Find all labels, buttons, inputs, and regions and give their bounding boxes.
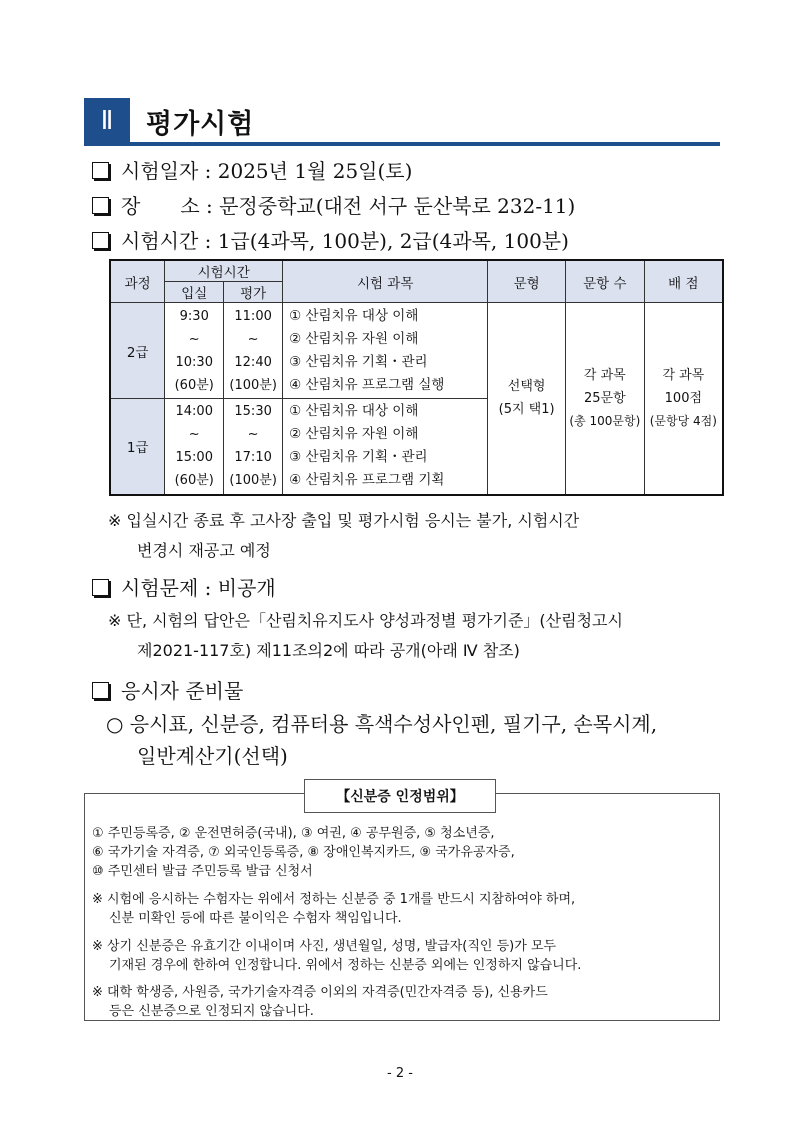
header-score: 배 점	[644, 260, 723, 303]
section-title: 평가시험	[146, 109, 255, 140]
page-number: - 2 -	[387, 1066, 413, 1081]
exam-time-cell	[224, 399, 283, 495]
exam-problem-value: 비공개	[217, 576, 276, 600]
exam-place-line	[92, 190, 575, 219]
id-note-line: ※ 상기 신분증은 유효기간 이내이며 사진, 생년월일, 성명, 발급자(직인 등)가 모두	[92, 939, 557, 954]
header-count: 문항 수	[565, 260, 644, 303]
exam-start: 11:00	[234, 308, 272, 324]
checkbox-bullet-icon	[92, 579, 109, 596]
note-entry-first: ※ 입실시간 종료 후 고사장 출입 및 평가시험 응시는 불가, 시험시간	[108, 511, 580, 530]
subject-item: ④ 산림치유 프로그램 기획	[289, 472, 445, 489]
checkbox-bullet-icon	[92, 197, 109, 214]
exam-date-value: 2025년 1월 25일(토)	[217, 159, 413, 183]
exam-time-value: 1급(4과목, 100분), 2급(4과목, 100분)	[217, 229, 569, 253]
prep-title-line	[92, 675, 243, 704]
exam-start: 15:30	[234, 404, 272, 420]
row-level: 1급	[110, 399, 165, 495]
exam-end: 17:10	[234, 450, 272, 466]
exam-time-line	[92, 225, 569, 254]
subject-item: ① 산림치유 대상 이해	[289, 307, 419, 324]
id-note-line: ※ 시험에 응시하는 수험자는 위에서 정하는 신분증 중 1개를 반드시 지참하여야 하며,	[92, 892, 576, 907]
row-level: 2급	[110, 303, 165, 399]
entry-end: 10:30	[175, 354, 213, 370]
subjects-cell	[283, 399, 488, 495]
checkbox-bullet-icon	[92, 232, 109, 249]
score-cell	[644, 303, 723, 495]
score-per-item: (문항당 4점)	[649, 413, 717, 428]
id-line: ⑥ 국가기술 자격증, ⑦ 외국인등록증, ⑧ 장애인복지카드, ⑨ 국가유공자증,	[92, 845, 515, 860]
entry-time-cell	[165, 399, 224, 495]
note-answer-first: ※ 단, 시험의 답안은「산림치유지도사 양성과정별 평가기준」(산림청고시	[108, 611, 623, 630]
exam-problem-label: 시험문제 :	[121, 576, 212, 600]
count-total: (총 100문항)	[569, 413, 641, 428]
subject-item: ② 산림치유 자원 이해	[289, 330, 419, 347]
entry-duration: (60분)	[174, 377, 214, 393]
table-row	[110, 303, 723, 399]
entry-start: 14:00	[175, 404, 213, 420]
header-level: 과정	[110, 260, 165, 303]
prep-title: 응시자 준비물	[121, 679, 244, 703]
note-entry-second: 변경시 재공고 예정	[137, 541, 271, 560]
exam-time-cell	[224, 303, 283, 399]
id-card-box-title: 【신분증 인정범위】	[304, 779, 496, 813]
entry-tilde: ~	[188, 427, 200, 443]
prep-item-first: ○ 응시표, 신분증, 컴퓨터용 흑색수성사인펜, 필기구, 손목시계,	[106, 712, 658, 736]
subject-item: ④ 산림치유 프로그램 실행	[289, 376, 445, 393]
header-time: 시험시간	[165, 260, 283, 282]
header-exam: 평가	[224, 282, 283, 303]
entry-tilde: ~	[188, 331, 200, 347]
entry-start: 9:30	[179, 308, 209, 324]
exam-date-label: 시험일자 :	[121, 159, 212, 183]
score-value: 100점	[664, 390, 703, 406]
subject-item: ③ 산림치유 기획・관리	[289, 449, 428, 466]
score-text: 각 과목	[662, 367, 705, 383]
exam-time-label: 시험시간 :	[121, 229, 212, 253]
exam-place-label: 장 소 :	[121, 194, 213, 218]
entry-duration: (60분)	[174, 473, 214, 489]
prep-item-second: 일반계산기(선택)	[137, 744, 288, 768]
subject-item: ② 산림치유 자원 이해	[289, 426, 419, 443]
count-cell	[565, 303, 644, 495]
count-value: 25문항	[583, 390, 626, 406]
exam-schedule-table	[109, 259, 724, 496]
id-line: ⑩ 주민센터 발급 주민등록 발급 신청서	[92, 864, 313, 879]
subject-item: ③ 산림치유 기획・관리	[289, 353, 428, 370]
exam-place-value: 문정중학교(대전 서구 둔산북로 232-11)	[219, 194, 576, 218]
id-note-line: ※ 대학 학생증, 사원증, 국가기술자격증 이외의 자격증(민간자격증 등), 신용카드	[92, 985, 548, 1000]
header-subjects: 시험 과목	[283, 260, 488, 303]
entry-end: 15:00	[175, 450, 213, 466]
entry-time-cell	[165, 303, 224, 399]
type-cell	[488, 303, 566, 495]
count-text: 각 과목	[583, 367, 626, 383]
header-type: 문형	[488, 260, 566, 303]
exam-duration: (100분)	[229, 473, 277, 489]
subject-item: ① 산림치유 대상 이해	[289, 403, 419, 420]
section-number: Ⅱ	[84, 98, 130, 144]
exam-tilde: ~	[247, 427, 259, 443]
checkbox-bullet-icon	[92, 162, 109, 179]
subjects-cell	[283, 303, 488, 399]
section-rule	[84, 142, 720, 146]
exam-date-line	[92, 155, 412, 184]
section-header	[84, 98, 720, 146]
note-answer-second: 제2021-117호) 제11조의2에 따라 공개(아래 Ⅳ 참조)	[137, 641, 520, 660]
exam-problem-line	[92, 572, 276, 601]
exam-tilde: ~	[247, 331, 259, 347]
exam-end: 12:40	[234, 354, 272, 370]
id-note-line: 신분 미확인 등에 따른 불이익은 수험자 책임입니다.	[109, 911, 402, 926]
type-text: 선택형	[507, 379, 546, 395]
exam-duration: (100분)	[229, 377, 277, 393]
id-note-line: 등은 신분증으로 인정되지 않습니다.	[109, 1004, 314, 1019]
header-entry: 입실	[165, 282, 224, 303]
checkbox-bullet-icon	[92, 682, 109, 699]
id-note-line: 기재된 경우에 한하여 인정합니다. 위에서 정하는 신분증 외에는 인정하지 않습니다.	[109, 958, 582, 973]
type-sub: (5지 택1)	[498, 402, 555, 418]
id-line: ① 주민등록증, ② 운전면허증(국내), ③ 여권, ④ 공무원증, ⑤ 청소년증,	[92, 826, 495, 841]
